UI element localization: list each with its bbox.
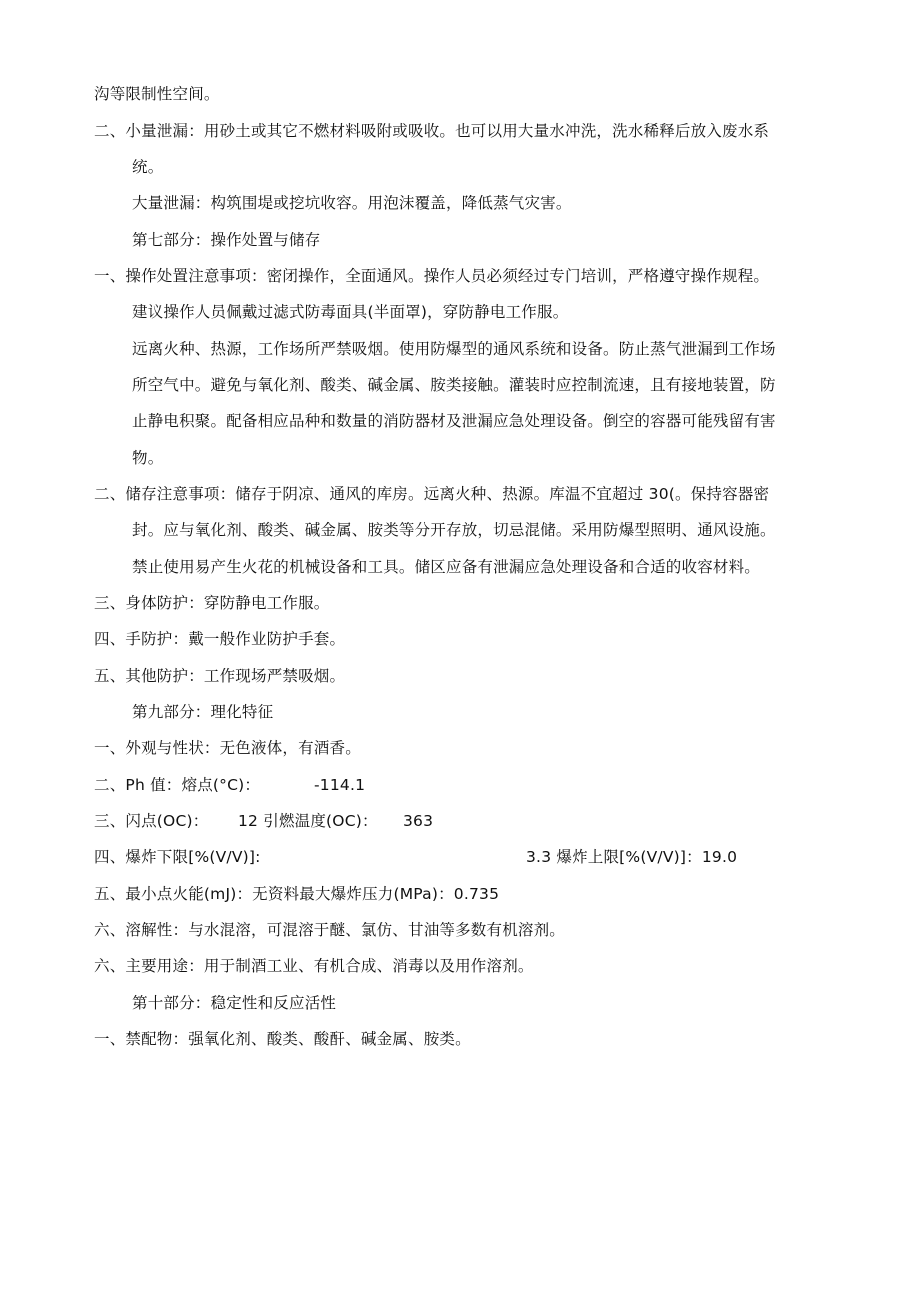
text-line: 一、外观与性状：无色液体，有酒香。 bbox=[94, 739, 361, 757]
text-line: 三、闪点(OC)： bbox=[94, 812, 209, 830]
text-line: 六、主要用途：用于制酒工业、有机合成、消毒以及用作溶剂。 bbox=[94, 957, 534, 975]
text-line: 沟等限制性空间。 bbox=[94, 85, 220, 103]
melting-point-value: -114.1 bbox=[314, 776, 366, 794]
text-line: 一、操作处置注意事项：密闭操作，全面通风。操作人员必须经过专门培训，严格遵守操作规程。 bbox=[94, 267, 770, 285]
text-line: 二、Ph 值：熔点(°C)： bbox=[94, 776, 261, 794]
text-line: 所空气中。避免与氧化剂、酸类、碱金属、胺类接触。灌装时应控制流速，且有接地装置，防 bbox=[132, 376, 776, 394]
section-heading: 第七部分：操作处置与储存 bbox=[132, 231, 321, 249]
section-heading: 第九部分：理化特征 bbox=[132, 703, 274, 721]
text-line: 统。 bbox=[132, 158, 164, 176]
text-line: 五、其他防护：工作现场严禁吸烟。 bbox=[94, 667, 346, 685]
text-line: 封。应与氧化剂、酸类、碱金属、胺类等分开存放，切忌混储。采用防爆型照明、通风设施。 bbox=[132, 521, 776, 539]
text-line: 三、身体防护：穿防静电工作服。 bbox=[94, 594, 330, 612]
text-line: 3.3 爆炸上限[%(V/V)]：19.0 bbox=[526, 848, 738, 866]
text-line: 远离火种、热源，工作场所严禁吸烟。使用防爆型的通风系统和设备。防止蒸气泄漏到工作场 bbox=[132, 340, 776, 358]
text-line: 建议操作人员佩戴过滤式防毒面具(半面罩)，穿防静电工作服。 bbox=[132, 303, 569, 321]
text-line: 六、溶解性：与水混溶，可混溶于醚、氯仿、甘油等多数有机溶剂。 bbox=[94, 921, 566, 939]
text-line: 二、储存注意事项：储存于阴凉、通风的库房。远离火种、热源。库温不宜超过 30(。保持容器密 bbox=[94, 485, 770, 503]
text-line: 物。 bbox=[132, 449, 164, 467]
text-line: 二、小量泄漏：用砂土或其它不燃材料吸附或吸收。也可以用大量水冲洗，洗水稀释后放入废水系 bbox=[94, 122, 770, 140]
text-line: 禁止使用易产生火花的机械设备和工具。储区应备有泄漏应急处理设备和合适的收容材料。 bbox=[132, 558, 761, 576]
text-line: 四、爆炸下限[%(V/V)]: bbox=[94, 848, 261, 866]
section-heading: 第十部分：稳定性和反应活性 bbox=[132, 994, 337, 1012]
text-line: 12 引燃温度(OC)： bbox=[238, 812, 378, 830]
text-line: 止静电积聚。配备相应品种和数量的消防器材及泄漏应急处理设备。倒空的容器可能残留有害 bbox=[132, 412, 776, 430]
text-line: 四、手防护：戴一般作业防护手套。 bbox=[94, 630, 346, 648]
ignition-temp-value: 363 bbox=[403, 812, 434, 830]
text-line: 五、最小点火能(mJ)：无资料最大爆炸压力(MPa)：0.735 bbox=[94, 885, 500, 903]
text-line: 一、禁配物：强氧化剂、酸类、酸酐、碱金属、胺类。 bbox=[94, 1030, 471, 1048]
text-line: 大量泄漏：构筑围堤或挖坑收容。用泡沫覆盖，降低蒸气灾害。 bbox=[132, 194, 572, 212]
